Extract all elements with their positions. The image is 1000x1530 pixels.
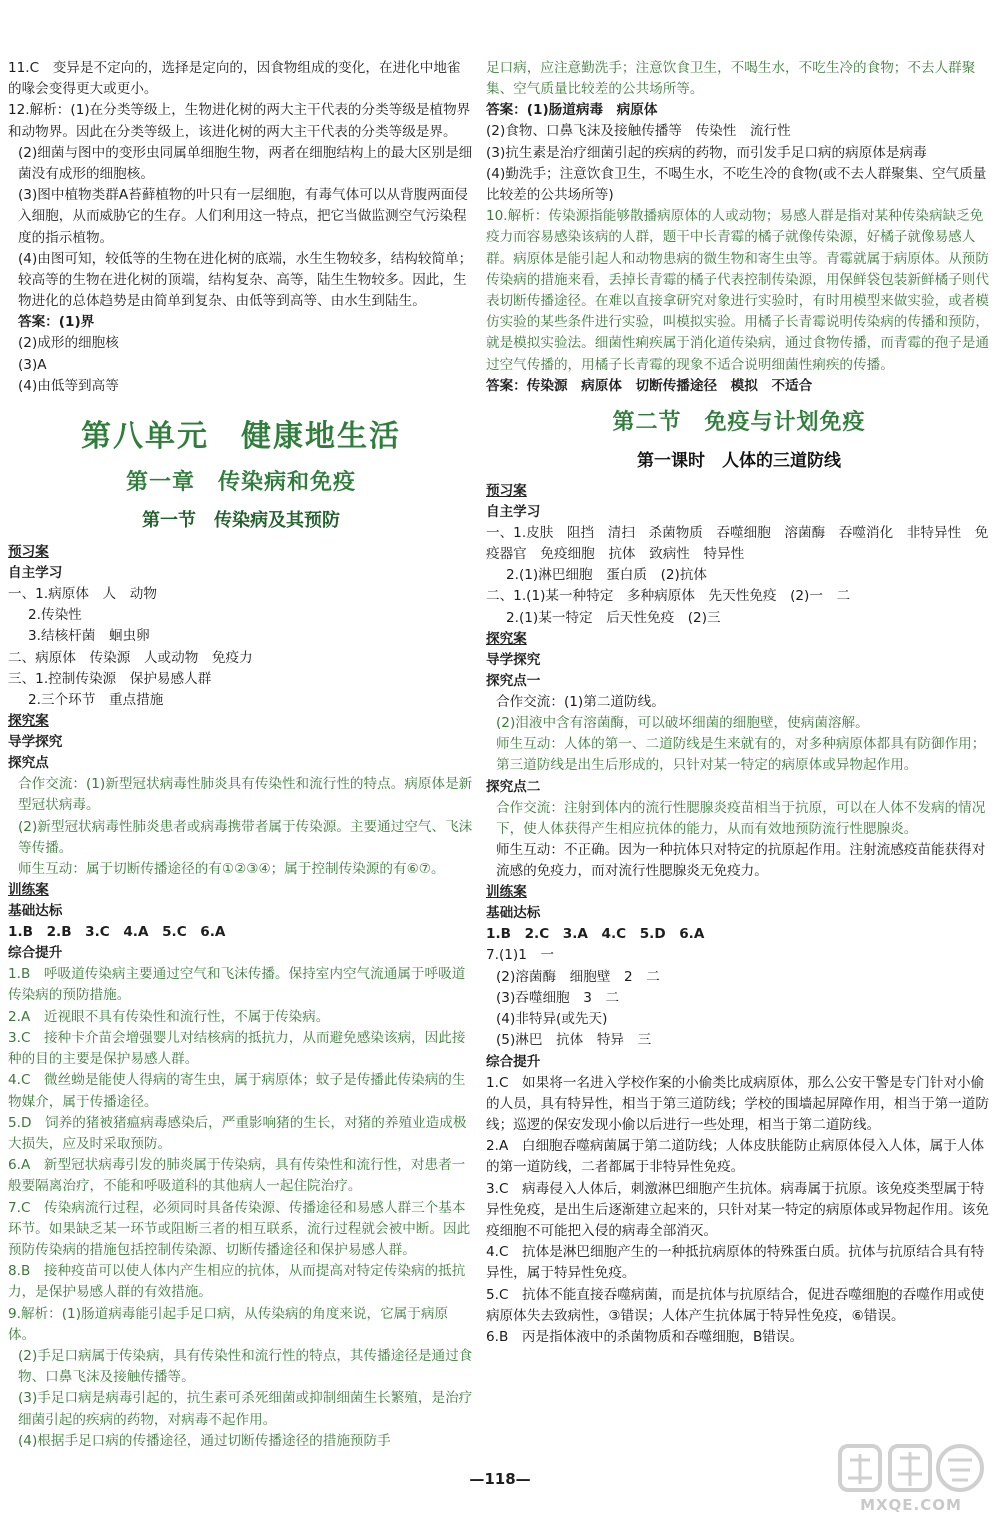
left-line: 3.C 接种卡介苗会增强婴儿对结核病的抵抗力，从而避免感染该病，因此接种的目的主要是保护易感人群。 <box>8 1029 466 1068</box>
right-line: (4)非特异(或先天) <box>496 1011 608 1028</box>
page-number: —118— <box>469 1470 531 1488</box>
right-line: 4.C 抗体是淋巴细胞产生的一种抵抗病原体的特殊蛋白质。抗体与抗原结合具有特异性，属于特异性免疫。 <box>486 1244 985 1282</box>
left-line: 基础达标 <box>8 903 63 920</box>
right-line: 基础达标 <box>486 905 541 922</box>
left-line: 2.三个环节 重点措施 <box>28 692 164 709</box>
left-line: 答案：(1)界 <box>18 314 95 331</box>
right-line: 导学探究 <box>486 651 541 668</box>
right-column <box>486 58 992 1348</box>
left-line: 自主学习 <box>8 565 63 582</box>
left-line: 9.解析：(1)肠道病毒能引起手足口病，从传染病的角度来说，它属于病原体。 <box>8 1305 449 1343</box>
left-line: 探究案 <box>8 713 49 730</box>
left-line: 探究点 <box>8 755 49 772</box>
right-line: 训练案 <box>486 884 527 901</box>
right-line: (2)食物、口鼻飞沫及接触传播等 传染性 流行性 <box>486 123 791 140</box>
left-line: 合作交流：(1)新型冠状病毒性肺炎具有传染性和流行性的特点。病原体是新型冠状病毒。 <box>18 776 473 814</box>
right-line: 3.C 病毒侵入人体后，刺激淋巴细胞产生抗体。病毒属于抗原。该免疫类型属于特异性免疫，是出生后逐渐建立起来的，只针对某一特定的病原体或异物起作用。该免疫细胞不可能把入侵的病毒全部消灭。 <box>486 1180 989 1239</box>
left-line: 1.B 呼吸道传染病主要通过空气和飞沫传播。保持室内空气流通属于呼吸道传染病的预防措施。 <box>8 966 466 1004</box>
left-line: 12.解析：(1)在分类等级上，生物进化树的两大主干代表的分类等级是植物界和动物界。因此在分类等级上，该进化树的两大主干代表的分类等级是界。 <box>8 102 471 140</box>
watermark-logo <box>836 1438 986 1524</box>
left-line: 第八单元 健康地生活 <box>81 419 401 455</box>
right-line: 探究点二 <box>486 778 541 795</box>
right-line: (5)淋巴 抗体 特异 三 <box>496 1032 652 1049</box>
right-line: 答案：传染源 病原体 切断传播途径 模拟 不适合 <box>486 377 813 394</box>
left-line: 综合提升 <box>8 945 63 962</box>
right-line: 一、1.皮肤 阻挡 清扫 杀菌物质 吞噬细胞 溶菌酶 吞噬消化 非特异性 免疫器官 免疫细胞 抗体 致病性 特异性 <box>486 524 989 563</box>
right-line: 探究点一 <box>486 672 541 689</box>
left-line: (2)手足口病属于传染病，具有传染性和流行性的特点，其传播途径是通过食物、口鼻飞沫及接触传播等。 <box>18 1347 473 1386</box>
right-line: (3)吞噬细胞 3 二 <box>496 989 620 1006</box>
right-line: 1.B 2.C 3.A 4.C 5.D 6.A <box>486 926 705 943</box>
left-line: (3)A <box>18 356 47 373</box>
right-line: 7.(1)1 一 <box>486 947 555 964</box>
right-line: 师生互动：不正确。因为一种抗体只对特定的抗原起作用。注射流感疫苗能获得对流感的免疫力，而对流行性腮腺炎无免疫力。 <box>496 842 986 880</box>
left-line: 第一章 传染病和免疫 <box>125 469 356 496</box>
left-line: 11.C 变异是不定向的，选择是定向的，因食物组成的变化，在进化中地雀的喙会变得更大或更小。 <box>8 60 461 98</box>
left-line: 师生互动：属于切断传播途径的有①②③④；属于控制传染源的有⑥⑦。 <box>18 861 445 878</box>
right-line: 探究案 <box>486 630 527 647</box>
right-line: 1.C 如果将一名进入学校作案的小偷类比成病原体，那么公安干警是专门针对小偷的人员，具有特异性，相当于第三道防线；学校的围墙起屏障作用，相当于第一道防线；巡逻的保安发现小偷以后进行一些处理，相当于第二道防线。 <box>486 1074 989 1133</box>
left-line: (4)根据手足口病的传播途径，通过切断传播途径的措施预防手 <box>18 1432 391 1449</box>
right-line: 5.C 抗体不能直接吞噬病菌，而是抗体与抗原结合，促进吞噬细胞的吞噬作用或使病原体失去致病性，③错误；人体产生抗体属于特异性免疫，⑥错误。 <box>486 1286 985 1324</box>
right-line: 预习案 <box>486 482 527 499</box>
left-line: (2)成形的细胞核 <box>18 335 119 352</box>
right-line: 2.(1)淋巴细胞 蛋白质 (2)抗体 <box>506 567 708 584</box>
right-line: 合作交流：注射到体内的流行性腮腺炎疫苗相当于抗原，可以在人体不发病的情况下，使人体获得产生相应抗体的能力，从而有效地预防流行性腮腺炎。 <box>496 799 986 837</box>
left-line: (4)由低等到高等 <box>18 377 119 394</box>
left-line: 8.B 接种疫苗可以使人体内产生相应的抗体，从而提高对特定传染病的抵抗力，是保护易感人群的有效措施。 <box>8 1263 466 1301</box>
left-line: 6.A 新型冠状病毒引发的肺炎属于传染病，具有传染性和流行性，对患者一般要隔离治疗，不能和呼吸道科的其他病人一起住院治疗。 <box>8 1157 466 1195</box>
right-line: (4)勤洗手；注意饮食卫生，不喝生水，不吃生冷的食物(或不去人群聚集、空气质量比较差的公共场所等) <box>486 165 987 204</box>
watermark-text: MXQE.COM <box>860 1496 962 1514</box>
left-line: (3)手足口病是病毒引起的，抗生素可杀死细菌或抑制细菌生长繁殖，是治疗细菌引起的疾病的药物，对病毒不起作用。 <box>18 1390 473 1428</box>
left-line: 2.传染性 <box>28 607 82 624</box>
left-line: (2)新型冠状病毒性肺炎患者或病毒携带者属于传染源。主要通过空气、飞沫等传播。 <box>18 818 473 856</box>
left-line: 2.A 近视眼不具有传染性和流行性，不属于传染病。 <box>8 1008 330 1025</box>
right-line: 自主学习 <box>486 503 541 520</box>
left-column <box>8 58 474 1452</box>
left-line: 二、病原体 传染源 人或动物 免疫力 <box>8 649 253 666</box>
left-line: 训练案 <box>8 882 49 899</box>
right-line: (3)抗生素是治疗细菌引起的疾病的药物，而引发手足口病的病原体是病毒 <box>486 144 927 161</box>
right-line: (2)泪液中含有溶菌酶，可以破坏细菌的细胞壁，使病菌溶解。 <box>496 715 869 732</box>
left-line: 预习案 <box>8 544 49 561</box>
right-line: 10.解析：传染源指能够散播病原体的人或动物；易感人群是指对某种传染病缺乏免疫力而容易感染该病的人群，题干中长青霉的橘子就像传染源，好橘子就像易感人群。病原体是能引起人和动物患病的微生物和寄生虫等。青霉就属于病原体。从预防传染病的措施来看，丢掉长青霉的橘子代表控制传染源，用保鲜袋包装新鲜橘子则代表切断传播途径。在难以直接拿研究对象进行实验时，有时用模型来做实验，或者模仿实验的某些条件进行实验，叫模拟实验。用橘子长青霉说明传染病的传播和预防，就是模拟实验法。细菌性痢疾属于消化道传染病，通过食物传播，而青霉的孢子是通过空气传播的，用橘子长青霉的现象不适合说明细菌性痢疾的传播。 <box>486 208 989 373</box>
right-line: 2.(1)某一特定 后天性免疫 (2)三 <box>506 609 721 626</box>
left-line: 导学探究 <box>8 734 63 751</box>
left-line: 一、1.病原体 人 动物 <box>8 586 157 603</box>
left-line: (2)细菌与图中的变形虫同属单细胞生物，两者在细胞结构上的最大区别是细菌没有成形的细胞核。 <box>18 144 473 183</box>
left-line: 5.D 饲养的猪被猪瘟病毒感染后，严重影响猪的生长，对猪的养殖业造成极大损失，应及时采取预防。 <box>8 1114 467 1152</box>
left-line: 4.C 微丝蚴是能使人得病的寄生虫，属于病原体；蚊子是传播此传染病的生物媒介，属于传播途径。 <box>8 1072 466 1110</box>
right-line: (2)溶菌酶 细胞壁 2 二 <box>496 968 660 985</box>
right-line: 合作交流：(1)第二道防线。 <box>496 693 665 710</box>
left-line: (4)由图可知，较低等的生物在进化树的底端，水生生物较多，结构较简单；较高等的生物在进化树的顶端，结构复杂、高等，陆生生物较多。因此，生物进化的总体趋势是由简单到复杂、由低等到高等、由水生到陆生。 <box>18 250 473 310</box>
right-line: 第一课时 人体的三道防线 <box>637 450 841 471</box>
right-line: 答案：(1)肠道病毒 病原体 <box>486 102 658 119</box>
left-line: 7.C 传染病流行过程，必须同时具备传染源、传播途径和易感人群三个基本环节。如果缺乏某一环节或阻断三者的相互联系，流行过程就会被中断。因此预防传染病的措施包括控制传染源、切断传播途径和保护易感人群。 <box>8 1199 471 1258</box>
left-line: 1.B 2.B 3.C 4.A 5.C 6.A <box>8 924 226 941</box>
watermark-answer-icon <box>836 1438 986 1498</box>
right-line: 综合提升 <box>486 1053 541 1070</box>
right-line: 2.A 白细胞吞噬病菌属于第二道防线；人体皮肤能防止病原体侵入人体，属于人体的第一道防线，二者都属于非特异性免疫。 <box>486 1138 985 1176</box>
left-line: (3)图中植物类群A苔藓植物的叶只有一层细胞，有毒气体可以从背腹两面侵入细胞，从而威胁它的生存。人们利用这一特点，把它当做监测空气污染程度的指示植物。 <box>18 187 468 246</box>
right-line: 6.B 丙是指体液中的杀菌物质和吞噬细胞，B错误。 <box>486 1328 804 1345</box>
right-line: 师生互动：人体的第一、二道防线是生来就有的，对多种病原体都具有防御作用；第三道防线是出生后形成的，只针对某一特定的病原体或异物起作用。 <box>496 736 986 774</box>
right-line: 第二节 免疫与计划免疫 <box>612 408 866 435</box>
left-line: 三、1.控制传染源 保护易感人群 <box>8 670 212 687</box>
left-line: 3.结核杆菌 蛔虫卵 <box>28 628 150 645</box>
right-line: 二、1.(1)某一种特定 多种病原体 先天性免疫 (2)一 二 <box>486 588 851 605</box>
left-line: 第一节 传染病及其预防 <box>142 510 340 532</box>
right-line: 足口病，应注意勤洗手；注意饮食卫生，不喝生水，不吃生冷的食物；不去人群聚集、空气质量比较差的公共场所等。 <box>486 60 976 98</box>
